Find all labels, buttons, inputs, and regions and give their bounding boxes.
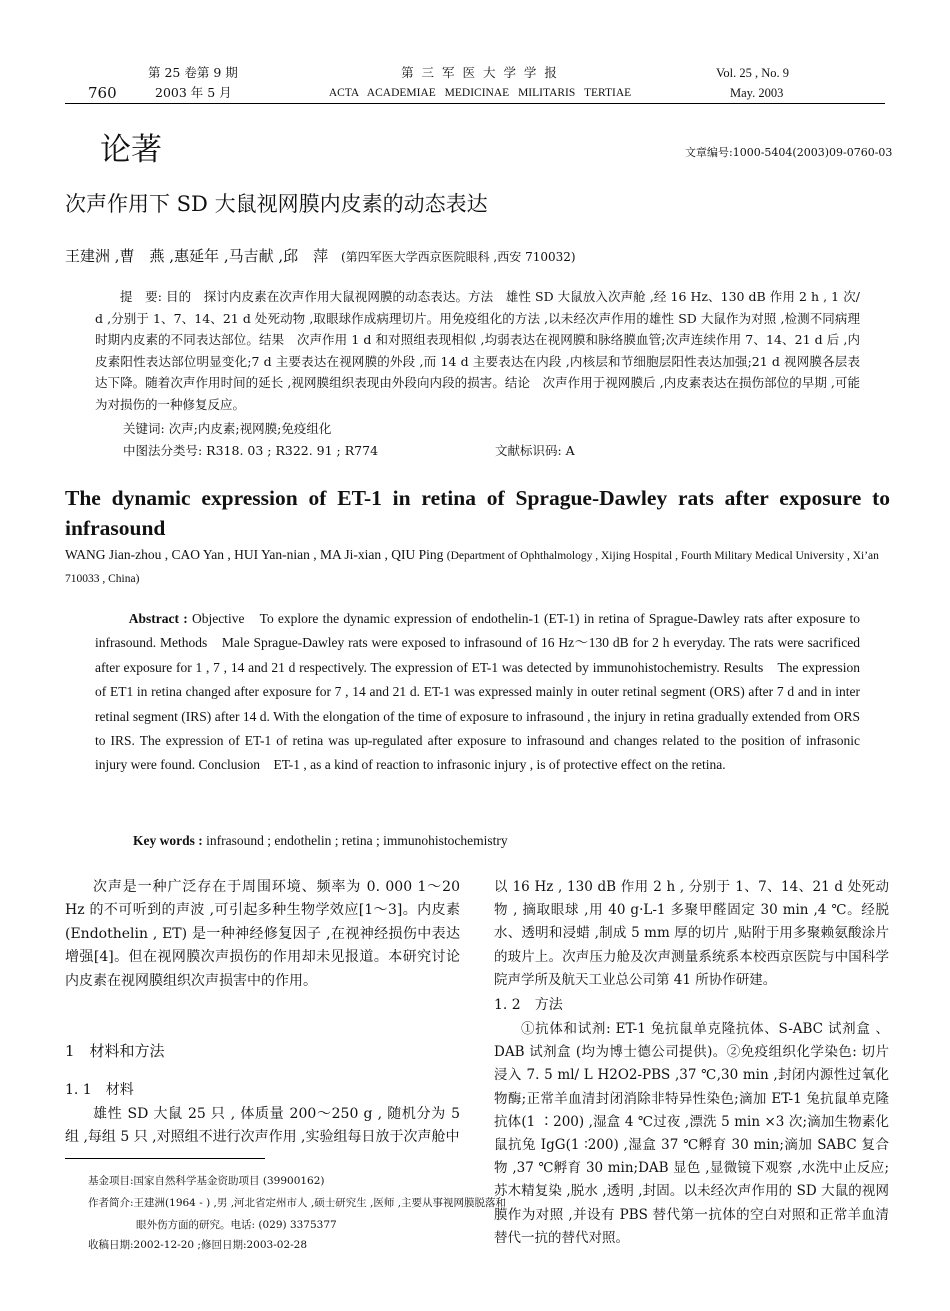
date-en: May. 2003 (730, 86, 784, 100)
section-label: 论著 (100, 132, 162, 168)
abstract-cn: 提 要: 目的 探讨内皮素在次声作用大鼠视网膜的动态表达。方法 雄性 SD 大鼠放入次声舱 ,经 16 Hz、130 dB 作用 2 h , 1 次/ d ,分别于 1、7、14、21 d 处死动物 ,取眼球作成病理切片。用免疫组化的方法 ,以未经次声作用的雄性 SD 大鼠作为对照 ,检测不同病理时期内皮素的不同表达部位。结果 次声作用 1 d 和对照组表现相似 ,均弱表达在视网膜和脉络膜血管;次声连续作用 7、14、21 d 后 ,内皮素阳性表达部位明显变化;7 d 主要表达在视网膜的外段 ,而 14 d 主要表达在内段 ,内核层和节细胞层阳性表达加强;21 d 视网膜各层表达下降。随着次声作用时间的延长 ,视网膜组织表现由外段向内段的损害。结论 次声作用于视网膜后 ,内皮素表达在损伤部位的早期 ,可能为对损伤的一种修复反应。 (95, 289, 860, 412)
footnote-fund: 基金项目:国家自然科学基金资助项目 (39900162) (88, 1175, 325, 1187)
footnote-rule (65, 1158, 265, 1159)
authors-cn (65, 246, 576, 267)
date-cn: 2003 年 5 月 (155, 85, 232, 100)
document-code-cn: 文献标识码: A (495, 443, 575, 458)
footnote-dates: 收稿日期:2002-12-20 ;修回日期:2003-02-28 (88, 1239, 308, 1251)
page-number: 760 (88, 84, 117, 102)
subsection-1-2-heading: 1. 2 方法 (494, 997, 563, 1013)
journal-title-en: ACTA ACADEMIAE MEDICINAE MILITARIS TERTIAE (328, 87, 632, 99)
materials-paragraph-continued: 以 16 Hz , 130 dB 作用 2 h , 分别于 1、7、14、21 d 处死动物 , 摘取眼球 ,用 40 g·L-1 多聚甲醛固定 30 min ,4 ℃。经脱水、透明和浸蜡 ,制成 5 mm 厚的切片 ,贴附于用多聚赖氨酸涂片的玻片上。次声压力舱及次声测量系统系本校西京医院与中国科学院声学所及航天工业总公司第 41 所协作研建。 (494, 879, 889, 988)
title-en: The dynamic expression of ET-1 in retina of Sprague-Dawley rats after exposure to infrasound (65, 486, 890, 540)
title-cn: 次声作用下 SD 大鼠视网膜内皮素的动态表达 (65, 192, 488, 216)
subsection-1-1-heading: 1. 1 材料 (65, 1082, 134, 1098)
abstract-en (95, 607, 860, 778)
authors-en: WANG Jian-zhou , CAO Yan , HUI Yan-nian , MA Ji-xian , QIU Ping (65, 547, 444, 562)
intro-paragraph: 次声是一种广泛存在于周围环境、频率为 0. 000 1～20 Hz 的不可听到的声波 ,可引起多种生物学效应[1～3]。内皮素 (Endothelin , ET) 是一种神经修复因子 ,在视神经损伤中表达增强[4]。但在视网膜次声损伤的作用却未见报道。本研究讨论内皮素在视网膜组织次声损害中的作用。 (65, 879, 460, 989)
volume-issue-cn: 第 25 卷第 9 期 (148, 65, 238, 80)
authors-en-block (65, 544, 890, 590)
abstract-en-text: Objective To explore the dynamic expression of endothelin-1 (ET-1) in retina of Sprague-Dawley rats after exposure to infrasound. Methods Male Sprague-Dawley rats were exposed to infrasound of 16 Hz～130 dB for 2 h everyday. The rats were sacrificed after exposure for 1 , 7 , 14 and 21 d respectively. The expression of ET-1 was detected by immunohistochemistry. Results The expression of ET1 in retina changed after exposure for 7 , 14 and 21 d. ET-1 was expressed mainly in outer retinal segment (ORS) after 7 d and in inter retinal segment (IRS) after 14 d. With the elongation of the time of exposure to infrasound , the injury in retina gradually extended from ORS to IRS. The expression of ET-1 of retina was up-regulated after exposure to infrasound and changes related to the position of infrasonic injury were found. Conclusion ET-1 , as a kind of reaction to infrasonic injury , is of protective effect on the retina. (95, 611, 860, 773)
volume-en: Vol. 25 , No. 9 (716, 66, 790, 80)
methods-paragraph: ①抗体和试剂: ET-1 兔抗鼠单克隆抗体、S-ABC 试剂盒 、DAB 试剂盒 (均为博士德公司提供)。②免疫组织化学染色: 切片浸入 7. 5 ml/ L H2O2-PBS ,37 ℃,30 min ,封闭内源性过氧化物酶;正常羊血清封闭消除非特异性染色;滴加 ET-1 兔抗鼠单克隆抗体(1 ∶200) ,湿盒 4 ℃过夜 ,漂洗 5 min ×3 次;滴加生物素化鼠抗兔 IgG(1 ∶200) ,湿盒 37 ℃孵育 30 min;滴加 SABC 复合物 ,37 ℃孵育 30 min;DAB 显色 ,显微镜下观察 ,水洗中止反应;苏木精复染 ,脱水 ,透明 ,封固。以未经次声作用的 SD 大鼠的视网膜作为对照 ,并设有 PBS 替代第一抗体的空白对照和正常羊血清替代一抗的替代对照。 (494, 1021, 889, 1246)
footnote-author: 作者简介:王建洲(1964 - ) ,男 ,河北省定州市人 ,硕士研究生 ,医师 ,主要从事视网膜脱落和眼外伤方面的研究。电话: (029) 3375377 (88, 1197, 507, 1231)
keywords-cn: 关键词: 次声;内皮素;视网膜;免疫组化 (123, 421, 332, 436)
abstract-en-label: Abstract : (128, 611, 188, 626)
journal-title-cn: 第 三 军 医 大 学 学 报 (401, 65, 559, 80)
keywords-en (133, 830, 508, 852)
materials-paragraph: 雄性 SD 大鼠 25 只 , 体质量 200～250 g , 随机分为 5 组 ,每组 5 只 ,对照组不进行次声作用 ,实验组每日放于次声舱中 (65, 1106, 460, 1146)
header-rule (65, 103, 885, 104)
clc-cn: 中图法分类号: R318. 03 ; R322. 91 ; R774 (123, 443, 379, 458)
article-id: 文章编号:1000-5404(2003)09-0760-03 (685, 146, 893, 159)
section-1-heading: 1 材料和方法 (65, 1042, 165, 1060)
affiliation-en: (Department of Ophthalmology , Xijing Hospital , Fourth Military Medical University , Xi’an 710033 , China) (65, 550, 879, 585)
keywords-en-label: Key words : (133, 833, 203, 848)
keywords-en-text: infrasound ; endothelin ; retina ; immunohistochemistry (206, 833, 508, 848)
affiliation-cn: (第四军医大学西京医院眼科 ,西安 710032) (340, 250, 576, 264)
author-names-cn: 王建洲 ,曹 燕 ,惠延年 ,马吉献 ,邱 萍 (65, 247, 329, 265)
